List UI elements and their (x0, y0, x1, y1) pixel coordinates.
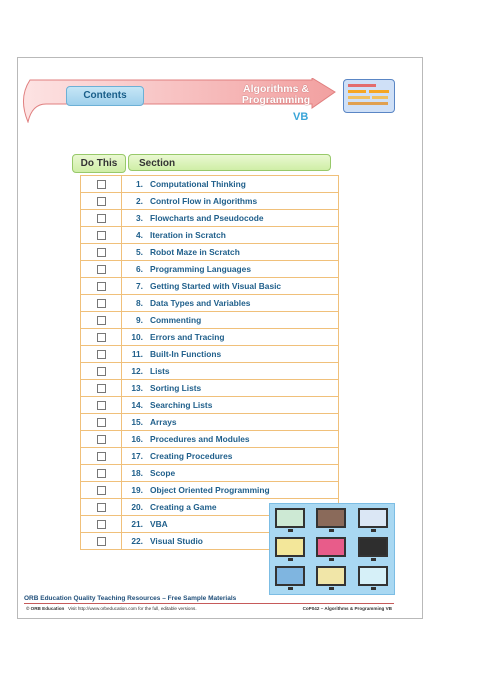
section-number: 20. (131, 502, 143, 512)
table-row (81, 482, 339, 499)
table-row (81, 193, 339, 210)
section-number: 22. (131, 536, 143, 546)
do-this-cell (81, 278, 122, 295)
checkbox[interactable] (97, 333, 106, 342)
section-number: 5. (136, 247, 143, 257)
section-number: 21. (131, 519, 143, 529)
section-cell[interactable] (122, 346, 339, 363)
section-cell[interactable] (122, 312, 339, 329)
section-title: Computational Thinking (150, 179, 246, 189)
section-number: 13. (131, 383, 143, 393)
checkbox[interactable] (97, 316, 106, 325)
section-number: 10. (131, 332, 143, 342)
section-cell[interactable] (122, 227, 339, 244)
section-number: 14. (131, 400, 143, 410)
checkbox[interactable] (97, 299, 106, 308)
column-header-section: Section (128, 154, 331, 171)
section-number: 16. (131, 434, 143, 444)
table-row (81, 261, 339, 278)
checkbox[interactable] (97, 350, 106, 359)
checkbox[interactable] (97, 469, 106, 478)
banner-subtitle: VB (293, 111, 309, 123)
table-row (81, 448, 339, 465)
section-number: 17. (131, 451, 143, 461)
section-title: Visual Studio (150, 536, 203, 546)
banner-title: Algorithms & Programming (241, 83, 311, 106)
section-cell[interactable] (122, 414, 339, 431)
section-cell[interactable] (122, 176, 339, 193)
table-row (81, 295, 339, 312)
section-number: 12. (131, 366, 143, 376)
checkbox[interactable] (97, 214, 106, 223)
do-this-cell (81, 244, 122, 261)
sample-screens-image (269, 503, 395, 595)
section-cell[interactable] (122, 380, 339, 397)
table-row (81, 346, 339, 363)
table-row (81, 363, 339, 380)
checkbox[interactable] (97, 418, 106, 427)
section-number: 3. (136, 213, 143, 223)
section-title: Errors and Tracing (150, 332, 225, 342)
section-title: Arrays (150, 417, 177, 427)
table-row (81, 176, 339, 193)
section-number: 19. (131, 485, 143, 495)
section-cell[interactable] (122, 465, 339, 482)
section-title: Lists (150, 366, 170, 376)
table-row (81, 397, 339, 414)
checkbox[interactable] (97, 231, 106, 240)
do-this-cell (81, 465, 122, 482)
do-this-cell (81, 295, 122, 312)
checkbox[interactable] (97, 520, 106, 529)
section-title: Programming Languages (150, 264, 251, 274)
checkbox[interactable] (97, 180, 106, 189)
checkbox[interactable] (97, 452, 106, 461)
table-row (81, 278, 339, 295)
footer-visit-link[interactable]: Visit http://www.orbeducation.com for the full, editable versions. (68, 606, 197, 611)
section-title: Scope (150, 468, 176, 478)
do-this-cell (81, 431, 122, 448)
section-title: Flowcharts and Pseudocode (150, 213, 264, 223)
do-this-cell (81, 414, 122, 431)
do-this-cell (81, 210, 122, 227)
checkbox[interactable] (97, 503, 106, 512)
section-title: Object Oriented Programming (150, 485, 270, 495)
contents-button[interactable]: Contents (66, 86, 144, 106)
do-this-cell (81, 227, 122, 244)
section-title: Data Types and Variables (150, 298, 251, 308)
checkbox[interactable] (97, 248, 106, 257)
section-title: Creating a Game (150, 502, 217, 512)
section-title: Built-In Functions (150, 349, 222, 359)
checkbox[interactable] (97, 265, 106, 274)
section-title: Sorting Lists (150, 383, 202, 393)
footer-bar (24, 604, 394, 613)
section-number: 8. (136, 298, 143, 308)
footer-title: ORB Education Quality Teaching Resources – Free Sample Materials (24, 595, 237, 602)
section-cell[interactable] (122, 278, 339, 295)
do-this-cell (81, 448, 122, 465)
checkbox[interactable] (97, 537, 106, 546)
do-this-cell (81, 193, 122, 210)
table-row (81, 431, 339, 448)
do-this-cell (81, 329, 122, 346)
checkbox[interactable] (97, 367, 106, 376)
section-title: Searching Lists (150, 400, 213, 410)
section-number: 18. (131, 468, 143, 478)
section-cell[interactable] (122, 210, 339, 227)
section-cell[interactable] (122, 431, 339, 448)
contents-table (80, 175, 339, 550)
footer-code: CoP042 – Algorithms & Programming VB (302, 606, 392, 611)
table-row (81, 465, 339, 482)
section-title: Iteration in Scratch (150, 230, 226, 240)
checkbox[interactable] (97, 282, 106, 291)
do-this-cell (81, 482, 122, 499)
section-cell[interactable] (122, 295, 339, 312)
table-row (81, 244, 339, 261)
do-this-cell (81, 176, 122, 193)
table-row (81, 329, 339, 346)
section-cell[interactable] (122, 397, 339, 414)
do-this-cell (81, 380, 122, 397)
section-title: Procedures and Modules (150, 434, 250, 444)
section-cell[interactable] (122, 482, 339, 499)
do-this-cell (81, 261, 122, 278)
table-row (81, 380, 339, 397)
section-number: 7. (136, 281, 143, 291)
do-this-cell (81, 346, 122, 363)
table-row (81, 414, 339, 431)
do-this-cell (81, 312, 122, 329)
column-header-do-this: Do This (72, 154, 126, 173)
section-number: 6. (136, 264, 143, 274)
section-title: Robot Maze in Scratch (150, 247, 240, 257)
section-title: Getting Started with Visual Basic (150, 281, 282, 291)
checkbox[interactable] (97, 384, 106, 393)
section-title: VBA (150, 519, 168, 529)
checkbox[interactable] (97, 486, 106, 495)
table-row (81, 227, 339, 244)
section-cell[interactable] (122, 244, 339, 261)
do-this-cell (81, 516, 122, 533)
section-number: 9. (136, 315, 143, 325)
section-cell[interactable] (122, 329, 339, 346)
section-number: 1. (136, 179, 143, 189)
do-this-cell (81, 363, 122, 380)
section-cell[interactable] (122, 261, 339, 278)
section-number: 2. (136, 196, 143, 206)
checkbox[interactable] (97, 435, 106, 444)
section-cell[interactable] (122, 193, 339, 210)
do-this-cell (81, 533, 122, 550)
section-number: 4. (136, 230, 143, 240)
section-cell[interactable] (122, 448, 339, 465)
checkbox[interactable] (97, 197, 106, 206)
footer-copyright: © ORB Education (26, 606, 65, 611)
section-title: Creating Procedures (150, 451, 233, 461)
checkbox[interactable] (97, 401, 106, 410)
do-this-cell (81, 499, 122, 516)
section-title: Commenting (150, 315, 202, 325)
section-number: 15. (131, 417, 143, 427)
section-cell[interactable] (122, 363, 339, 380)
section-number: 11. (131, 349, 143, 359)
table-row (81, 312, 339, 329)
section-title: Control Flow in Algorithms (150, 196, 258, 206)
do-this-cell (81, 397, 122, 414)
table-row (81, 210, 339, 227)
course-thumbnail-image (343, 79, 395, 113)
